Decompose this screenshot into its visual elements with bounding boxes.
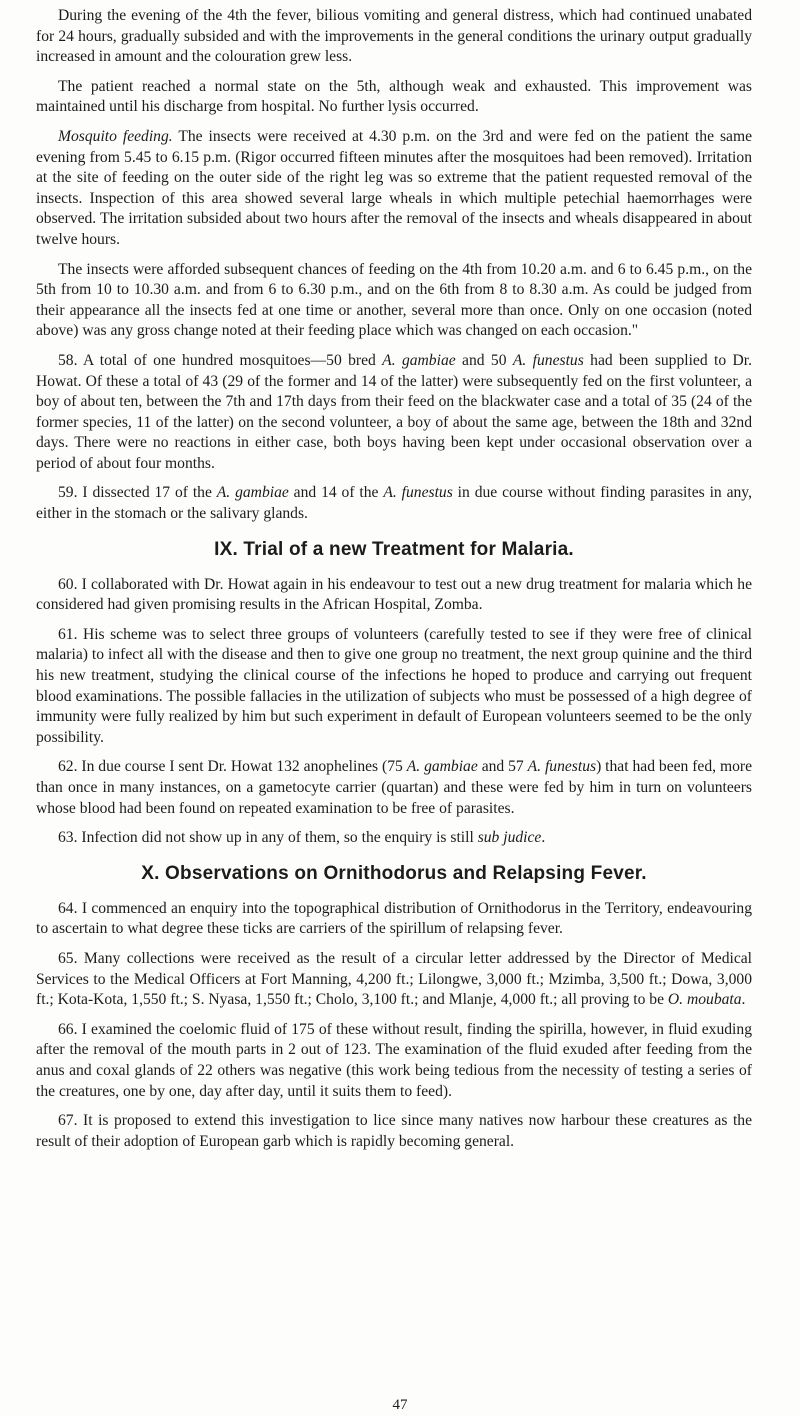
paragraph-61: 61. His scheme was to select three groups of volunteers (carefully tested to see if they were free of clinical malaria) to infect all with the disease and then to give one group no treatment, the next group quinine and the third his new treatment, studying the clinical course of the infections he hoped to produce and carrying out frequent blood examinations. The possible fallacies in the utilization of subjects who must be possessed of a high degree of immunity were fully realized by him but such experiment in default of European volunteers seemed to be the only possibility. [36, 625, 752, 746]
p59-text-c: in due course without finding parasites in any, either in the stomach or the salivary glands. [36, 484, 752, 523]
paragraph-65 [36, 949, 752, 1011]
p62-species-2: A. funestus [527, 758, 597, 776]
p58-text-a: 58. A total of one hundred mosquitoes—50 bred [58, 351, 383, 369]
p62-text-c: ) that had been fed, more than once in many instances, on a gametocyte carrier (quartan) and these were fed by him in turn on volunteers whose blood had been found on repeated examination to be free of parasites. [36, 758, 752, 817]
paragraph-evening-4th: During the evening of the 4th the fever, bilious vomiting and general distress, which had continued unabated for 24 hours, gradually subsided and with the improvements in the general conditions the urinary output gradually increased in amount and the colouration grew less. [36, 7, 752, 66]
paragraph-63 [36, 828, 752, 849]
mosquito-feeding-lead: Mosquito feeding. [58, 127, 173, 145]
paragraph-58 [36, 351, 752, 475]
p58-text-c: had been supplied to Dr. Howat. Of these a total of 43 (29 of the former and 14 of the latter) were subsequently fed on the first volunteer, a boy of about ten, between the 7th and 17th days from their feed on the blackwater case and a total of 35 (24 of the former species, 11 of the latter) on the second volunteer, a boy of about the same age, between the 18th and 32nd days. There were no reactions in either case, both boys having been kept under occasional observation over a period of about four months. [36, 351, 752, 472]
p62-species-1: A. gambiae [406, 758, 478, 776]
paragraph-67: 67. It is proposed to extend this investigation to lice since many natives now harbour these creatures as the result of their adoption of European garb which is rapidly becoming general. [36, 1112, 752, 1150]
p59-text-b: and 14 of the [288, 484, 384, 502]
paragraph-59 [36, 483, 752, 524]
p59-species-1: A. gambiae [216, 484, 289, 502]
p58-text-b: and 50 [455, 351, 513, 369]
p62-text-b: and 57 [477, 758, 528, 776]
p63-text-a: 63. Infection did not show up in any of them, so the enquiry is still [58, 829, 478, 847]
p59-text-a: 59. I dissected 17 of the [58, 484, 217, 502]
paragraph-insects-afforded: The insects were afforded subsequent chances of feeding on the 4th from 10.20 a.m. and 6 to 6.45 p.m., on the 5th from 10 to 10.30 a.m. and from 6 to 6.30 p.m., and on the 6th from 8 to 8.30 a.m. As could be judged from their appearance all the insects fed at one time or another, several more than once. Only on one occasion (noted above) was any gross change noted at their feeding place which was changed on each occasion." [36, 260, 752, 340]
p65-species: O. moubata [667, 991, 742, 1009]
p58-species-1: A. gambiae [382, 351, 456, 369]
paragraph-mosquito-feeding [36, 127, 752, 251]
paragraph-60: 60. I collaborated with Dr. Howat again in his endeavour to test out a new drug treatment for malaria which he considered had given promising results in the African Hospital, Zomba. [36, 575, 752, 614]
p62-text-a: 62. In due course I sent Dr. Howat 132 anophelines (75 [58, 758, 407, 776]
p59-species-2: A. funestus [383, 484, 453, 502]
paragraph-62 [36, 757, 752, 819]
p65-text-b: . [741, 991, 746, 1009]
paragraph-66: 66. I examined the coelomic fluid of 175 of these without result, finding the spirilla, however, in fluid exuding after the removal of the mouth parts in 2 out of 123. The examination of the fluid exuded after feeding from the anus and coxal glands of 22 others was negative (this work being tedious from the necessity of testing a series of the creatures, one by one, day after day, until it suits them to feed). [36, 1020, 752, 1100]
p63-sub-judice: sub judice [477, 829, 542, 847]
p63-text-b: . [541, 829, 546, 847]
paragraph-64: 64. I commenced an enquiry into the topographical distribution of Ornithodorus in the Territory, endeavouring to ascertain to what degree these ticks are carriers of the spirillum of relapsing fever. [36, 899, 752, 938]
mosquito-feeding-text: The insects were received at 4.30 p.m. on the 3rd and were fed on the patient the same evening from 5.45 to 6.15 p.m. (Rigor occurred fifteen minutes after the mosquitoes had been removed). Irritation at the site of feeding on the outer side of the right leg was so extreme that the patient requested removal of the insects. Inspection of this area showed several large wheals in which multiple petechial haemorrhages were observed. The irritation subsided about two hours after the removal of the insects and wheals disappeared in about twelve hours. [36, 127, 753, 248]
page-number: 47 [392, 1397, 408, 1413]
section-heading-x: X. Observations on Ornithodorus and Relapsing Fever. [141, 862, 647, 884]
section-heading-ix: IX. Trial of a new Treatment for Malaria. [214, 538, 574, 560]
p58-species-2: A. funestus [512, 351, 584, 369]
paragraph-normal-state: The patient reached a normal state on the 5th, although weak and exhausted. This improvement was maintained until his discharge from hospital. No further lysis occurred. [36, 77, 752, 116]
p65-text-a: 65. Many collections were received as the result of a circular letter addressed by the Director of Medical Services to the Medical Officers at Fort Manning, 4,200 ft.; Lilongwe, 3,000 ft.; Mzimba, 3,500 ft.; Dowa, 3,000 ft.; Kota-Kota, 1,550 ft.; S. Nyasa, 1,550 ft.; Cholo, 3,100 ft.; and Mlanje, 4,000 ft.; all proving to be [36, 949, 752, 1009]
